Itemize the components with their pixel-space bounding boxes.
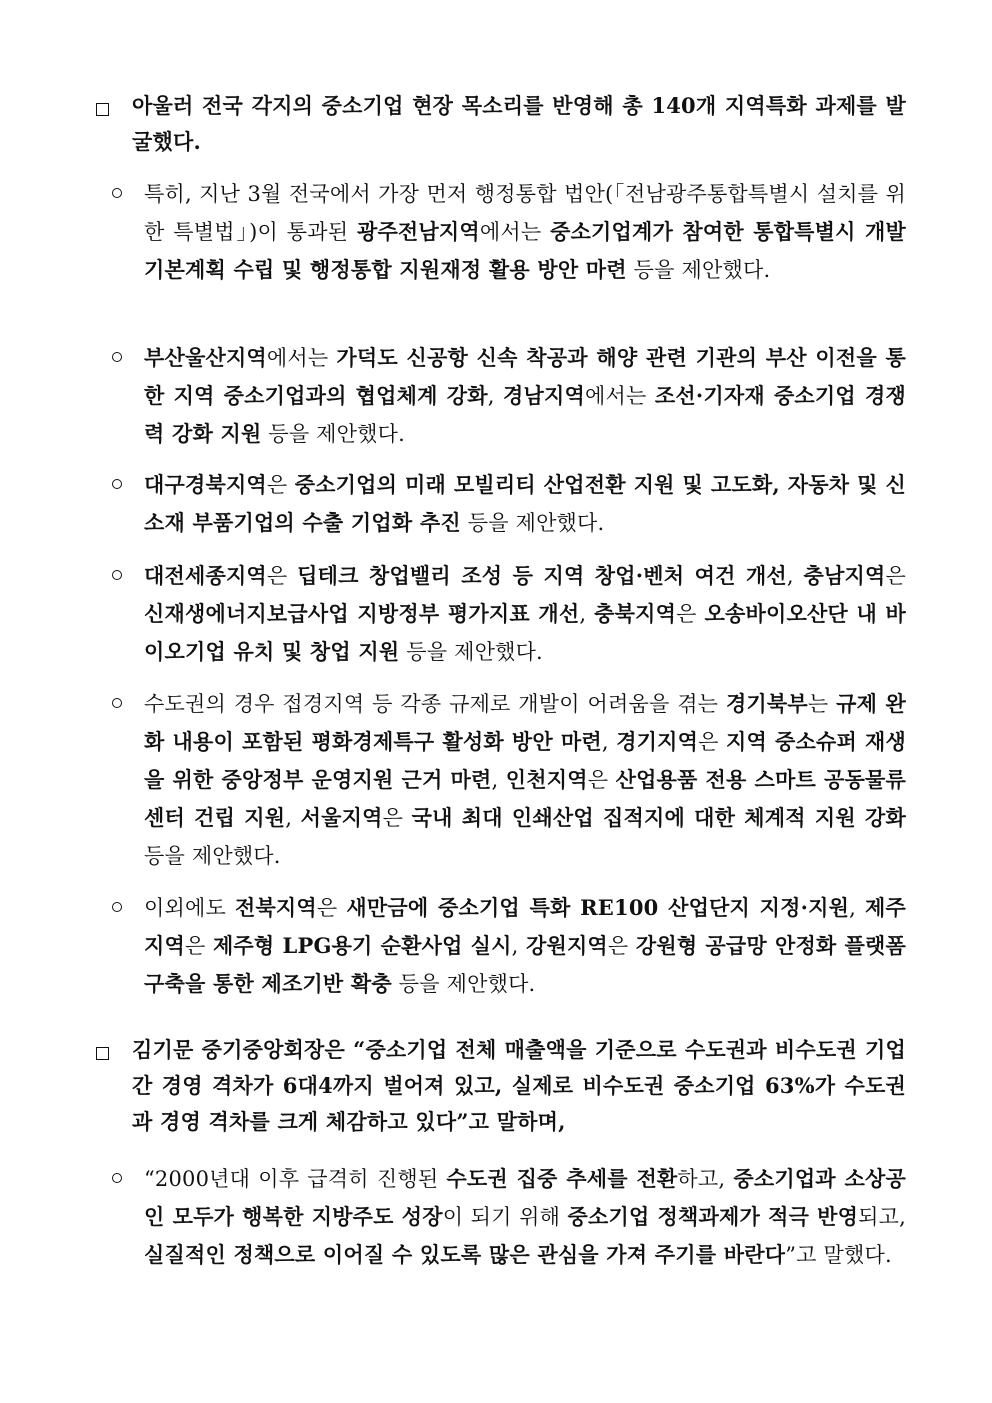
paragraph-5: [112, 557, 906, 671]
paragraph-text: [132, 88, 906, 160]
paragraph-2: [112, 175, 906, 289]
paragraph-1: [96, 88, 906, 160]
text-run: 는: [807, 692, 837, 716]
paragraph-7: [112, 889, 906, 1003]
paragraph-9: [112, 1160, 906, 1274]
paragraph-text: [144, 889, 906, 1003]
text-run: ,: [579, 602, 595, 626]
bold-text-run: 경기북부: [725, 691, 808, 716]
paragraph-text: [144, 175, 906, 289]
bold-text-run: 제주지역: [144, 895, 906, 958]
circle-bullet-icon: [112, 698, 122, 708]
paragraph-text: [144, 685, 906, 875]
bold-text-run: 중소기업 정책과제가 적극 반영: [567, 1204, 859, 1229]
bold-text-run: 충남지역: [803, 563, 886, 588]
bold-text-run: 중소기업계가 참여한 통합특별시 개발 기본계획 수립 및 행정통합 지원재정 활용 방안 마련: [144, 219, 906, 282]
text-run: 등을 제안했다.: [391, 972, 536, 996]
paragraph-8: [96, 1032, 906, 1140]
paragraph-text: [144, 466, 906, 542]
text-run: 에서는: [266, 346, 337, 370]
bold-text-run: 인천지역: [505, 767, 588, 792]
bold-text-run: 강원지역: [525, 933, 608, 958]
paragraph-4: [112, 466, 906, 542]
text-run: 은: [382, 806, 412, 830]
text-run: 등을 제안했다.: [144, 844, 281, 868]
text-run: 에서는: [584, 384, 655, 408]
bold-text-run: 새만금에 중소기업 특화 RE100 산업단지 지정·지원: [346, 895, 850, 920]
text-run: 은: [587, 768, 616, 792]
text-run: 에서는: [479, 220, 551, 244]
bold-text-run: 부산울산지역: [144, 345, 267, 370]
bold-text-run: 수도권 집중 추세를 전환: [446, 1166, 678, 1191]
text-run: “2000년대 이후 급격히 진행된: [144, 1167, 447, 1191]
bold-text-run: 김기문 중기중앙회장은 “중소기업 전체 매출액을 기준으로 수도권과 비수도권 기업 간 경영 격차가 6대4까지 벌어져 있고, 실제로 비수도권 중소기업 63%가 수도권과 경영 격차를 크게 체감하고 있다”고 말하며,: [132, 1037, 906, 1134]
paragraph-3: [112, 339, 906, 453]
text-run: 은: [607, 934, 636, 958]
bold-text-run: 경기지역: [616, 729, 699, 754]
circle-bullet-icon: [112, 570, 122, 580]
text-run: 하고,: [677, 1167, 734, 1191]
text-run: 수도권의 경우 접경지역 등 각종 규제로 개발이 어려움을 겪는: [144, 692, 726, 716]
text-run: 되고,: [858, 1205, 906, 1229]
bold-text-run: 산업용품 전용 스마트 공동물류센터 건립 지원: [144, 767, 906, 830]
text-run: 은: [316, 896, 347, 920]
paragraph-text: [144, 339, 906, 453]
square-bullet-icon: [96, 1047, 109, 1060]
text-run: 등을 제안했다.: [399, 640, 543, 664]
paragraph-text: [144, 557, 906, 671]
text-run: 은: [184, 934, 213, 958]
text-run: 특히, 지난 3월 전국에서 가장 먼저 행정통합 법안(「전남광주통합특별시 설치를 위한 특별법」)이 통과된: [144, 182, 906, 244]
bold-text-run: 중소기업의 미래 모빌리티 산업전환 지원 및 고도화, 자동차 및 신소재 부품기업의 수출 기업화 추진: [144, 472, 906, 535]
paragraph-6: [112, 685, 906, 875]
circle-bullet-icon: [112, 352, 122, 362]
text-run: 등을 제안했다.: [261, 422, 405, 446]
text-run: ,: [285, 806, 301, 830]
bold-text-run: 경남지역: [503, 383, 585, 408]
text-run: 은: [698, 730, 727, 754]
bold-text-run: 아울러 전국 각지의 중소기업 현장 목소리를 반영해 총 140개 지역특화 과제를 발굴했다.: [132, 93, 906, 154]
bold-text-run: 강원형 공급망 안정화 플랫폼 구축을 통한 제조기반 확충: [144, 933, 906, 996]
bold-text-run: 규제 완화 내용이 포함된 평화경제특구 활성화 방안 마련: [144, 691, 906, 754]
bold-text-run: 신재생에너지보급사업 지방정부 평가지표 개선: [144, 601, 580, 626]
bold-text-run: 전북지역: [234, 895, 317, 920]
circle-bullet-icon: [112, 902, 122, 912]
text-run: 은: [266, 564, 298, 588]
text-run: ”고 말했다.: [785, 1243, 892, 1267]
text-run: ,: [601, 730, 617, 754]
bold-text-run: 서울지역: [300, 805, 383, 830]
text-run: 은: [266, 473, 295, 497]
text-run: ,: [849, 896, 865, 920]
bold-text-run: 딥테크 창업밸리 조성 등 지역 창업·벤처 여건 개선: [297, 563, 787, 588]
text-run: 등을 제안했다.: [460, 511, 605, 535]
bold-text-run: 충북지역: [594, 601, 677, 626]
bold-text-run: 지역 중소슈퍼 재생을 위한 중앙정부 운영지원 근거 마련: [144, 729, 906, 792]
text-run: 은: [676, 602, 705, 626]
bold-text-run: 광주전남지역: [356, 219, 480, 244]
bold-text-run: 국내 최대 인쇄산업 집적지에 대한 체계적 지원 강화: [411, 805, 906, 830]
bold-text-run: 제주형 LPG용기 순환사업 실시: [212, 933, 512, 958]
paragraph-text: [144, 1160, 906, 1274]
text-run: 등을 제안했다.: [626, 258, 771, 282]
bold-text-run: 대구경북지역: [144, 472, 267, 497]
circle-bullet-icon: [112, 1173, 122, 1183]
bold-text-run: 조선·기자재 중소기업 경쟁력 강화 지원: [144, 383, 906, 446]
text-run: 이 되기 위해: [442, 1205, 568, 1229]
bold-text-run: 실질적인 정책으로 이어질 수 있도록 많은 관심을 가져 주기를 바란다: [144, 1242, 786, 1267]
circle-bullet-icon: [112, 188, 122, 198]
text-run: ,: [786, 564, 804, 588]
text-run: 은: [885, 564, 906, 588]
text-run: ,: [491, 768, 506, 792]
text-run: ,: [511, 934, 526, 958]
bold-text-run: 가덕도 신공항 신속 착공과 해양 관련 기관의 부산 이전을 통한 지역 중소기업과의 협업체계 강화: [144, 345, 906, 408]
bold-text-run: 대전세종지역: [144, 563, 267, 588]
bold-text-run: 오송바이오산단 내 바이오기업 유치 및 창업 지원: [144, 601, 906, 664]
bold-text-run: 중소기업과 소상공인 모두가 행복한 지방주도 성장: [144, 1166, 906, 1229]
paragraph-text: [132, 1032, 906, 1140]
text-run: 이외에도: [144, 896, 235, 920]
square-bullet-icon: [96, 103, 109, 116]
circle-bullet-icon: [112, 479, 122, 489]
text-run: ,: [487, 384, 504, 408]
